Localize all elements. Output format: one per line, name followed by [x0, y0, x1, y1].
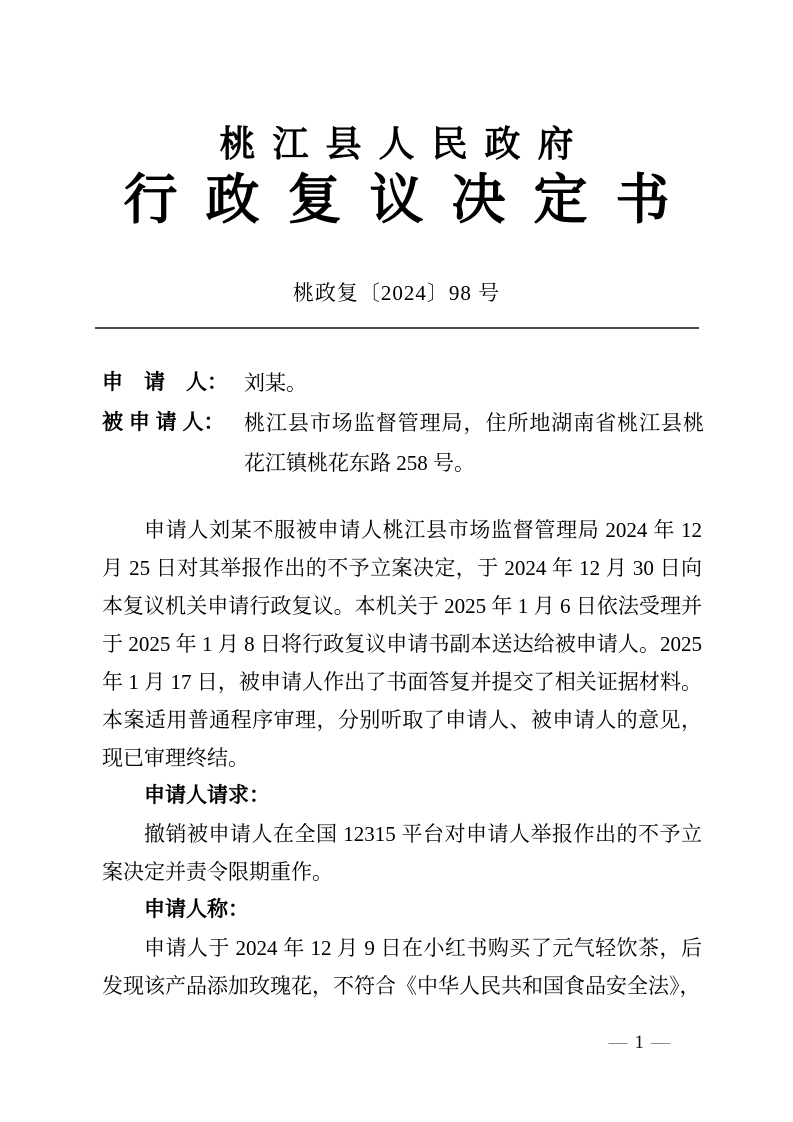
request-heading: 申请人请求： — [144, 783, 270, 807]
procedure-paragraph: 申请人刘某不服被申请人桃江县市场监督管理局 2024 年 12 月 25 日对其举报作出的不予立案决定，于 2024 年 12 月 30 日向本复议机关申请行政复议。本机关于 2025 年 1 月 6 日依法受理并于 2025 年 1 月 8 日将行政复议申请书副本送达给被申请人。2025 年 1 月 17 日，被申请人作出了书面答复并提交了相关证据材料。本案适用普通程序审理，分别听取了申请人、被申请人的意见，现已审理终结。 — [102, 517, 702, 770]
document-body — [0, 483, 793, 1005]
parties-section — [0, 329, 793, 483]
applicant-label: 申 请 人： — [102, 370, 228, 394]
issuing-authority-title: 桃江县人民政府 — [219, 124, 591, 164]
document-header — [0, 0, 793, 329]
respondent-row — [102, 403, 704, 483]
document-number: 桃政复〔2024〕98 号 — [292, 280, 501, 305]
page-number-dash-right: — — [651, 1032, 670, 1053]
respondent-value: 桃江县市场监督管理局，住所地湖南省桃江县桃花江镇桃花东路 258 号。 — [244, 410, 704, 475]
page-number — [590, 1010, 671, 1076]
request-paragraph: 撤销被申请人在全国 12315 平台对申请人举报作出的不予立案决定并责令限期重作。 — [102, 821, 702, 884]
claim-heading: 申请人称： — [144, 897, 249, 921]
claim-paragraph: 申请人于 2024 年 12 月 9 日在小红书购买了元气轻饮茶，后发现该产品添加玫瑰花，不符合《中华人民共和国食品安全法》， — [102, 935, 702, 998]
applicant-value: 刘某。 — [244, 370, 307, 395]
page-number-value: 1 — [634, 1032, 644, 1053]
respondent-label: 被 申 请 人： — [102, 410, 225, 434]
applicant-row — [102, 363, 704, 403]
document-title: 行政复议决定书 — [123, 170, 698, 231]
page-number-dash-left: — — [608, 1032, 628, 1053]
